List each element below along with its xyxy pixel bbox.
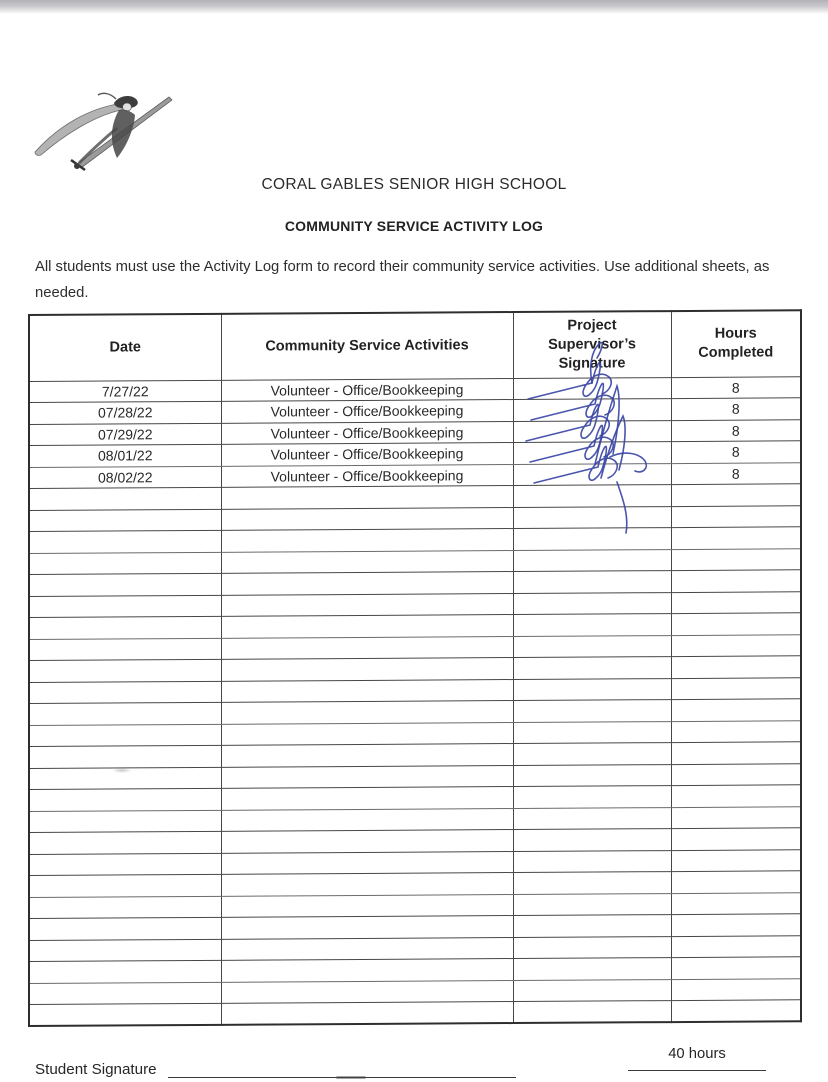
cell-date bbox=[29, 573, 221, 596]
cell-date bbox=[29, 702, 221, 725]
col-header-hours: Hours Completed bbox=[671, 310, 801, 377]
cell-date bbox=[29, 509, 221, 532]
cell-signature bbox=[513, 571, 671, 593]
cell-hours: 8 bbox=[671, 462, 801, 484]
col-header-date: Date bbox=[29, 314, 221, 381]
cell-hours: 8 bbox=[671, 441, 801, 463]
cell-activity bbox=[221, 894, 513, 917]
student-signature-line bbox=[168, 1077, 516, 1078]
cell-date bbox=[29, 960, 221, 983]
cell-activity bbox=[221, 851, 513, 874]
cell-hours bbox=[671, 785, 801, 807]
total-hours-value: 40 hours bbox=[668, 1046, 726, 1062]
cell-hours bbox=[671, 871, 801, 893]
cell-activity bbox=[221, 636, 513, 659]
cell-hours bbox=[671, 570, 801, 592]
cell-signature bbox=[513, 485, 671, 507]
cell-hours bbox=[671, 720, 801, 742]
cell-activity bbox=[221, 529, 513, 552]
cell-activity bbox=[221, 980, 513, 1003]
cell-hours bbox=[671, 1000, 801, 1022]
cell-signature bbox=[513, 592, 671, 614]
cell-activity bbox=[221, 507, 513, 530]
cell-signature bbox=[513, 850, 671, 872]
cell-date: 07/29/22 bbox=[29, 423, 221, 446]
cell-signature bbox=[513, 786, 671, 808]
cell-signature bbox=[513, 377, 671, 399]
cell-activity bbox=[221, 572, 513, 595]
cell-activity bbox=[221, 615, 513, 638]
cell-activity bbox=[221, 873, 513, 896]
cell-date bbox=[29, 745, 221, 768]
cell-signature bbox=[513, 915, 671, 937]
cell-date bbox=[29, 896, 221, 919]
cell-date bbox=[29, 982, 221, 1005]
cell-activity: Volunteer - Office/Bookkeeping bbox=[221, 378, 513, 401]
cell-hours bbox=[671, 935, 801, 957]
header-row bbox=[29, 310, 801, 381]
cell-date bbox=[29, 1003, 221, 1026]
scan-smudge bbox=[112, 768, 132, 773]
col-header-activities: Community Service Activities bbox=[221, 312, 513, 380]
cell-date bbox=[29, 659, 221, 682]
cell-date: 08/02/22 bbox=[29, 466, 221, 489]
cell-hours bbox=[671, 548, 801, 570]
cell-signature bbox=[513, 807, 671, 829]
cell-signature bbox=[513, 700, 671, 722]
form-title: COMMUNITY SERVICE ACTIVITY LOG bbox=[284, 218, 544, 234]
cell-hours bbox=[671, 742, 801, 764]
cell-date bbox=[29, 917, 221, 940]
cell-signature bbox=[513, 442, 671, 464]
cell-signature bbox=[513, 764, 671, 786]
cell-hours bbox=[671, 634, 801, 656]
cell-date bbox=[29, 530, 221, 553]
cell-hours bbox=[671, 914, 801, 936]
activity-log-table bbox=[28, 309, 802, 1027]
cavalier-mascot-logo bbox=[30, 90, 176, 174]
cell-activity: Volunteer - Office/Bookkeeping bbox=[221, 400, 513, 423]
student-signature-label: Student Signature bbox=[35, 1061, 157, 1078]
cell-signature bbox=[513, 743, 671, 765]
cell-signature bbox=[513, 872, 671, 894]
cell-activity bbox=[221, 765, 513, 788]
cell-hours bbox=[671, 849, 801, 871]
cell-signature bbox=[513, 463, 671, 485]
cell-activity: Volunteer - Office/Bookkeeping bbox=[221, 464, 513, 487]
cell-signature bbox=[513, 721, 671, 743]
cell-date bbox=[29, 853, 221, 876]
cell-hours: 8 bbox=[671, 376, 801, 398]
cell-activity bbox=[221, 722, 513, 745]
cell-signature bbox=[513, 893, 671, 915]
cell-activity bbox=[221, 744, 513, 767]
cell-date bbox=[29, 939, 221, 962]
activity-table-wrap bbox=[28, 309, 800, 1027]
cell-date bbox=[29, 831, 221, 854]
cell-hours bbox=[671, 806, 801, 828]
cell-date bbox=[29, 638, 221, 661]
cell-hours bbox=[671, 892, 801, 914]
cell-activity: Volunteer - Office/Bookkeeping bbox=[221, 443, 513, 466]
cell-signature bbox=[513, 635, 671, 657]
cell-hours bbox=[671, 613, 801, 635]
cell-activity bbox=[221, 658, 513, 681]
cell-hours bbox=[671, 656, 801, 678]
cell-date: 7/27/22 bbox=[29, 380, 221, 403]
cell-hours bbox=[671, 505, 801, 527]
cell-hours bbox=[671, 763, 801, 785]
cell-hours: 8 bbox=[671, 419, 801, 441]
cell-signature bbox=[513, 936, 671, 958]
cell-date bbox=[29, 724, 221, 747]
cell-date bbox=[29, 487, 221, 510]
cell-signature bbox=[513, 399, 671, 421]
cell-date bbox=[29, 810, 221, 833]
cell-activity: Volunteer - Office/Bookkeeping bbox=[221, 421, 513, 444]
cell-date bbox=[29, 595, 221, 618]
cell-signature bbox=[513, 1001, 671, 1023]
cell-hours bbox=[671, 699, 801, 721]
cell-activity bbox=[221, 679, 513, 702]
cell-date bbox=[29, 681, 221, 704]
scan-edge-artifact bbox=[0, 0, 828, 14]
cell-signature bbox=[513, 657, 671, 679]
col-header-signature: Project Supervisor’s Signature bbox=[513, 311, 671, 378]
cell-signature bbox=[513, 420, 671, 442]
cell-date bbox=[29, 552, 221, 575]
cell-hours bbox=[671, 828, 801, 850]
cell-signature bbox=[513, 549, 671, 571]
cell-hours bbox=[671, 978, 801, 1000]
cell-activity bbox=[221, 830, 513, 853]
cell-hours bbox=[671, 527, 801, 549]
cell-activity bbox=[221, 486, 513, 509]
scan-ink-blob bbox=[336, 1076, 366, 1079]
cell-date: 08/01/22 bbox=[29, 444, 221, 467]
cell-signature bbox=[513, 506, 671, 528]
cell-hours bbox=[671, 677, 801, 699]
cell-activity bbox=[221, 959, 513, 982]
cell-activity bbox=[221, 808, 513, 831]
cell-signature bbox=[513, 958, 671, 980]
cell-activity bbox=[221, 550, 513, 573]
cell-signature bbox=[513, 528, 671, 550]
cell-date: 07/28/22 bbox=[29, 401, 221, 424]
total-hours-line bbox=[628, 1070, 766, 1071]
cell-date bbox=[29, 788, 221, 811]
cell-activity bbox=[221, 1002, 513, 1025]
cell-activity bbox=[221, 701, 513, 724]
cell-hours bbox=[671, 484, 801, 506]
instructions-text: All students must use the Activity Log form to record their community service activities. Use additional sheets, as needed. bbox=[35, 259, 770, 302]
cell-hours: 8 bbox=[671, 398, 801, 420]
school-name: CORAL GABLES SENIOR HIGH SCHOOL bbox=[261, 176, 567, 193]
cell-activity bbox=[221, 937, 513, 960]
cell-hours bbox=[671, 591, 801, 613]
cell-signature bbox=[513, 614, 671, 636]
log-row-empty bbox=[29, 1000, 801, 1026]
cell-activity bbox=[221, 916, 513, 939]
cell-signature bbox=[513, 979, 671, 1001]
cell-signature bbox=[513, 678, 671, 700]
cell-date bbox=[29, 616, 221, 639]
cell-hours bbox=[671, 957, 801, 979]
cell-activity bbox=[221, 787, 513, 810]
cell-date bbox=[29, 874, 221, 897]
cell-activity bbox=[221, 593, 513, 616]
cell-signature bbox=[513, 829, 671, 851]
